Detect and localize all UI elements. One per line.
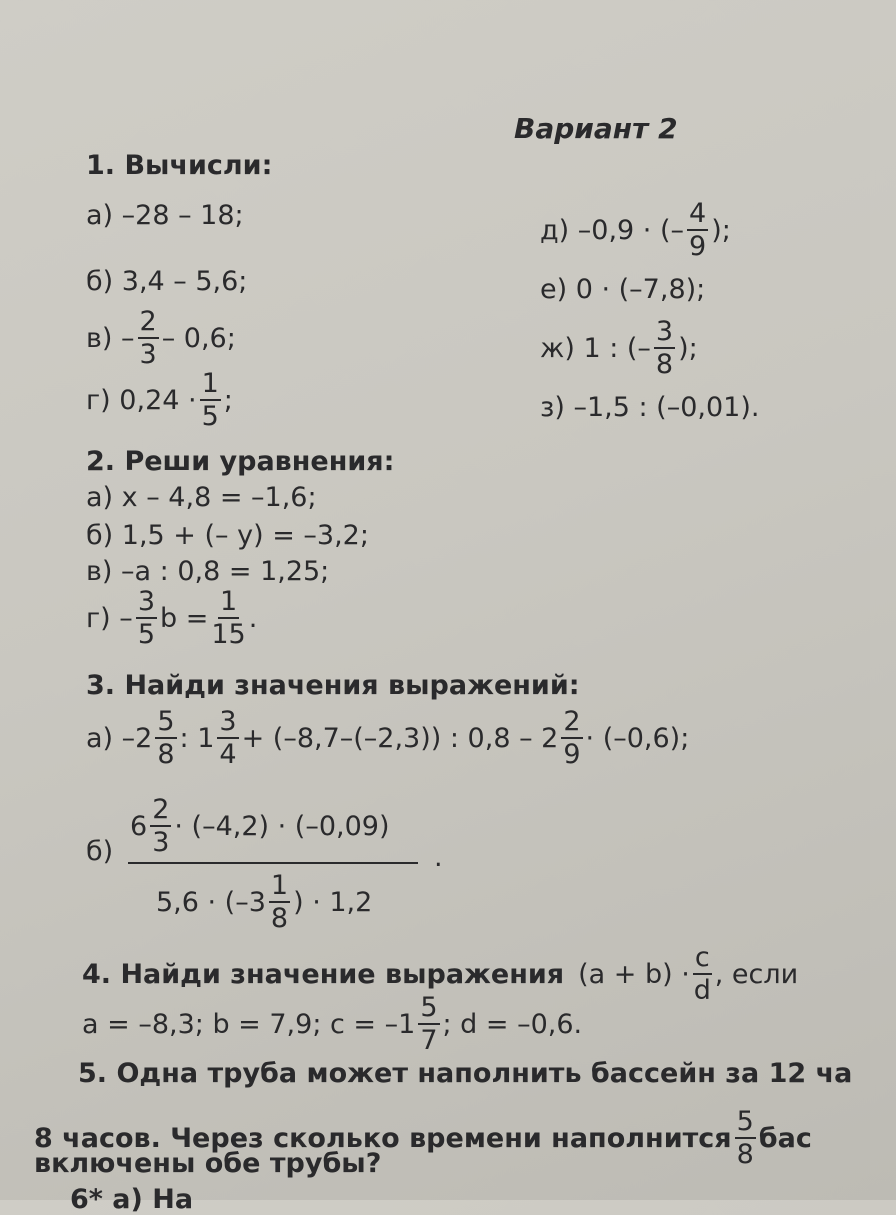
numerator: 3: [219, 706, 237, 737]
denominator: 9: [689, 231, 707, 262]
numerator: 5: [157, 706, 175, 737]
task6-partial: 6* а) На: [70, 1184, 194, 1215]
numerator: c: [694, 942, 710, 973]
task2-a: а) x – 4,8 = –1,6;: [86, 482, 317, 513]
task4-line2-post: ; d = –0,6.: [442, 1008, 583, 1040]
task1-g-pre: г) 0,24 ·: [86, 384, 197, 416]
task3-a-mid2: + (–8,7–(–2,3)) : 0,8 – 2: [241, 722, 559, 754]
fraction: [138, 308, 159, 368]
denominator: 8: [270, 903, 289, 934]
task2-g-post: .: [248, 602, 258, 634]
denominator: d: [693, 975, 711, 1006]
task2-header: 2. Реши уравнения:: [86, 446, 395, 477]
task3-a-pre: а) –2: [86, 722, 153, 754]
fraction: [136, 588, 157, 648]
task3-b-label: б): [86, 836, 114, 867]
task1-zh-pre: ж) 1 : (–: [540, 332, 651, 364]
task1-v-post: – 0,6;: [161, 322, 236, 354]
fraction: [155, 708, 176, 768]
denominator: 15: [211, 619, 246, 650]
task2-g: [86, 588, 257, 648]
task1-z: з) –1,5 : (–0,01).: [540, 392, 760, 423]
task3-b-bot-post: ) · 1,2: [293, 886, 373, 918]
fraction: [735, 1108, 756, 1168]
task5-line3: включены обе трубы?: [34, 1148, 382, 1179]
task1-v: [86, 308, 236, 368]
task5-line2-post: бас: [758, 1122, 812, 1154]
task3-b-top-pre: 6: [130, 810, 148, 842]
task3-header: 3. Найди значения выражений:: [86, 670, 580, 701]
task1-v-pre: в) –: [86, 322, 135, 354]
task1-header: 1. Вычисли:: [86, 150, 273, 181]
task5-line2-pre: 8 часов. Через сколько времени наполнится: [34, 1122, 732, 1154]
task4-expr-pre: (a + b) ·: [578, 958, 690, 990]
numerator: 2: [139, 306, 157, 337]
task3-a-mid1: : 1: [179, 722, 215, 754]
task1-e: е) 0 · (–7,8);: [540, 274, 706, 305]
fraction: [200, 370, 221, 430]
task1-g-post: ;: [223, 384, 233, 416]
numerator: 1: [201, 368, 219, 399]
task2-g-pre: г) –: [86, 602, 133, 634]
task4-line2-pre: a = –8,3; b = 7,9; c = –1: [82, 1008, 416, 1040]
task4-header-post: , если: [714, 958, 799, 990]
denominator: 9: [563, 739, 581, 770]
fraction-bar: [128, 862, 418, 864]
task1-a: а) –28 – 18;: [86, 200, 244, 231]
numerator: 2: [563, 706, 581, 737]
numerator: 5: [736, 1106, 754, 1137]
numerator: 2: [152, 794, 170, 825]
denominator: 8: [157, 739, 175, 770]
task3-a-post: · (–0,6);: [585, 722, 690, 754]
task3-b-end: .: [434, 842, 443, 873]
denominator: 7: [420, 1025, 438, 1056]
task1-b: б) 3,4 – 5,6;: [86, 266, 248, 297]
fraction: [269, 872, 290, 932]
task2-v: в) –a : 0,8 = 1,25;: [86, 556, 330, 587]
denominator: 8: [655, 349, 674, 380]
task3-b-numerator: [130, 796, 389, 856]
numerator: 4: [689, 198, 707, 229]
fraction: [418, 994, 439, 1054]
fraction: [687, 200, 708, 260]
numerator: 3: [137, 586, 155, 617]
task3-b-top-post: · (–4,2) · (–0,09): [174, 810, 390, 842]
fraction: [217, 708, 238, 768]
task2-b: б) 1,5 + (– y) = –3,2;: [86, 520, 369, 551]
denominator: 5: [137, 619, 155, 650]
task3-a: [86, 708, 689, 768]
task4-line2: [82, 994, 582, 1054]
task1-g: [86, 370, 233, 430]
numerator: 5: [420, 992, 438, 1023]
task2-g-mid: b =: [160, 602, 209, 634]
task1-zh-post: );: [678, 332, 698, 364]
numerator: 1: [270, 870, 289, 901]
task1-zh: [540, 318, 698, 378]
fraction: [211, 588, 245, 648]
task1-d-pre: д) –0,9 · (–: [540, 214, 685, 246]
denominator: 5: [201, 401, 219, 432]
denominator: 3: [152, 827, 170, 858]
variant-title: Вариант 2: [514, 112, 678, 145]
fraction: [693, 944, 712, 1004]
task4-header-pre: 4. Найди значение выражения: [82, 958, 565, 990]
task1-d-post: );: [711, 214, 731, 246]
fraction: [561, 708, 582, 768]
task5-line1: 5. Одна труба может наполнить бассейн за 12 ча: [78, 1058, 853, 1089]
task3-b-denominator: [156, 872, 372, 932]
fraction: [654, 318, 675, 378]
fraction: [150, 796, 171, 856]
denominator: 3: [139, 339, 157, 370]
numerator: 1: [219, 586, 238, 617]
numerator: 3: [655, 316, 674, 347]
task1-d: [540, 200, 731, 260]
denominator: 8: [736, 1139, 754, 1170]
denominator: 4: [219, 739, 237, 770]
task3-b-bot-pre: 5,6 · (–3: [156, 886, 266, 918]
